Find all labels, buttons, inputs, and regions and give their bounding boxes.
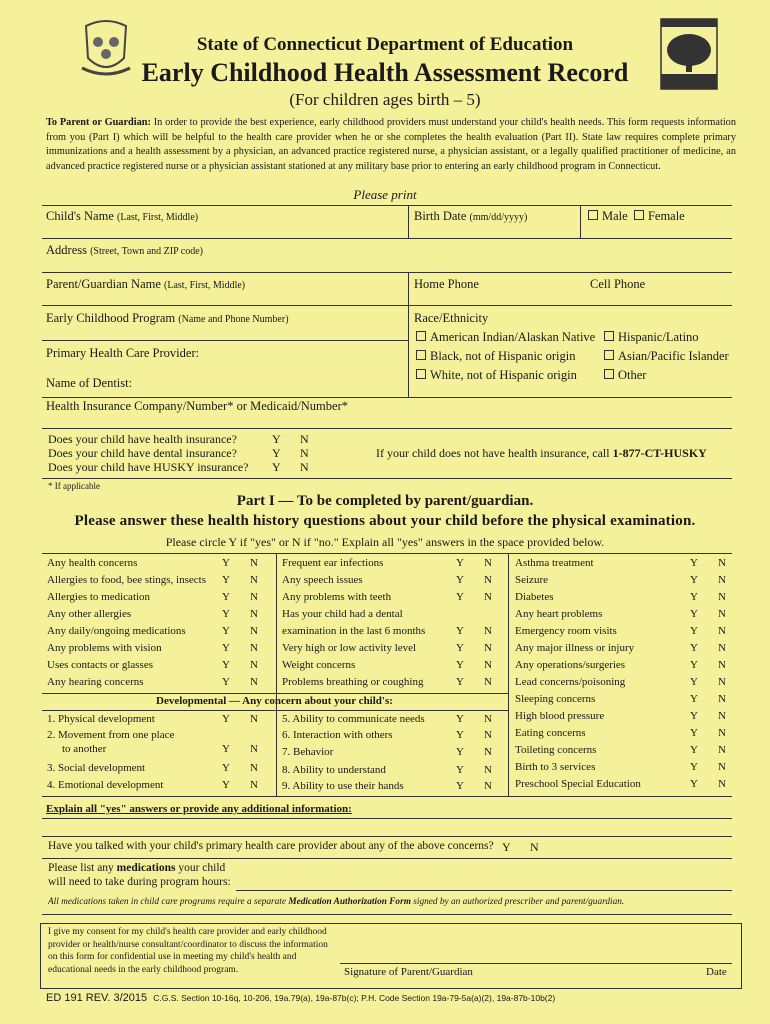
no-option[interactable]: N [484,625,492,637]
medications-prompt-line2: will need to take during program hours: [48,876,231,888]
race-option-label: White, not of Hispanic origin [430,368,577,382]
no-option[interactable]: N [250,642,258,654]
history-question: Any daily/ongoing medications [47,625,186,637]
history-question: Has your child had a dental [282,608,403,620]
male-checkbox[interactable] [588,210,598,220]
if-applicable-note: * If applicable [48,481,100,491]
no-option[interactable]: N [484,780,492,792]
no-option[interactable]: N [250,779,258,791]
yes-option[interactable]: Y [456,659,464,671]
please-print-note: Please print [353,187,417,202]
yes-option[interactable]: Y [690,778,698,790]
part1-instructions: Please circle Y if "yes" or N if "no." Explain all "yes" answers in the space provided below. [165,535,605,549]
race-label: Race/Ethnicity [414,311,489,325]
history-question: Asthma treatment [515,557,594,569]
no-option[interactable]: N [718,574,726,586]
history-question: High blood pressure [515,710,605,722]
part1-title: Part I — To be completed by parent/guardian. [236,493,534,509]
race-checkbox[interactable] [604,331,614,341]
yes-option[interactable]: Y [690,574,698,586]
birth-date-hint: (mm/dd/yyyy) [469,212,528,223]
dentist-field[interactable]: Name of Dentist: [46,376,133,390]
footer-legal-code: C.G.S. Section 10-16q, 10-206, 19a.79(a), 19a-87b(c); P.H. Code Section 19a-79-5a(a)(2), 19a-87b-10b(2) [153,993,556,1003]
talked-question: Have you talked with your child's primary health care provider about any of the above concerns? [48,840,494,852]
developmental-question: 7. Behavior [282,746,334,758]
history-question: Any heart problems [515,608,603,620]
female-checkbox[interactable] [634,210,644,220]
child-name-label: Child's Name [46,209,114,223]
male-label: Male [602,209,628,223]
yes-option[interactable]: Y [222,591,230,603]
yes-option[interactable]: Y [456,557,464,569]
child-name-field[interactable] [46,209,198,224]
no-option[interactable]: N [718,744,726,756]
yes-option[interactable]: Y [456,591,464,603]
no-option[interactable]: N [484,557,492,569]
footer [46,992,555,1004]
yes-option[interactable]: Y [222,557,230,569]
yes-option[interactable]: Y [690,727,698,739]
history-question: Any problems with teeth [282,591,392,603]
intro-paragraph [46,116,736,174]
yes-option[interactable]: Y [456,746,464,758]
history-question: Seizure [515,574,548,586]
no-option[interactable]: N [484,642,492,654]
husky-note-text: If your child does not have health insurance, call [376,446,613,460]
history-question: Lead concerns/poisoning [515,676,626,688]
race-option[interactable] [604,349,729,364]
developmental-question: to another [62,743,107,755]
meds-note-b: Medication Authorization Form [288,897,411,907]
race-option[interactable] [416,349,575,364]
history-question: Frequent ear infections [282,557,384,569]
history-question: Problems breathing or coughing [282,676,424,688]
no-option[interactable]: N [484,746,492,758]
race-checkbox[interactable] [416,350,426,360]
no-option[interactable]: N [484,713,492,725]
history-question: Diabetes [515,591,554,603]
footer-form-number: ED 191 REV. 3/2015 [46,992,148,1004]
husky-note [376,446,707,461]
parent-name-label: Parent/Guardian Name [46,277,161,291]
no-option[interactable]: N [718,659,726,671]
yes-option[interactable]: Y [272,460,281,474]
insurance-question: Does your child have dental insurance? [48,446,237,460]
history-question: Any speech issues [282,574,363,586]
developmental-question: 5. Ability to communicate needs [282,713,425,725]
developmental-question: 6. Interaction with others [282,729,393,741]
form-title: Early Childhood Health Assessment Record [141,58,629,87]
no-option[interactable]: N [250,574,258,586]
birth-date-field[interactable] [414,209,527,224]
race-option[interactable] [604,368,646,383]
meds-note-a: All medications taken in child care programs require a separate [48,897,289,907]
history-question: Any other allergies [47,608,132,620]
program-label: Early Childhood Program [46,311,176,325]
program-field[interactable] [46,311,289,326]
address-hint: (Street, Town and ZIP code) [90,246,203,257]
no-option[interactable]: N [484,676,492,688]
insurance-field[interactable]: Health Insurance Company/Number* or Medicaid/Number* [46,399,348,413]
yes-option[interactable]: Y [456,780,464,792]
yes-option[interactable]: Y [690,557,698,569]
no-option[interactable]: N [718,642,726,654]
history-question: Allergies to medication [47,591,151,603]
history-question: Any operations/surgeries [515,659,626,671]
yes-option[interactable]: Y [690,591,698,603]
insurance-question: Does your child have health insurance? [48,432,237,446]
race-checkbox[interactable] [416,331,426,341]
female-label: Female [647,209,685,223]
no-option[interactable]: N [250,557,258,569]
race-option-label: Other [618,368,647,382]
no-option[interactable]: N [484,591,492,603]
race-checkbox[interactable] [604,369,614,379]
history-question: Emergency room visits [515,625,617,637]
address-field[interactable] [46,243,203,258]
yes-option[interactable]: Y [222,743,230,755]
yes-option[interactable]: Y [456,574,464,586]
yes-option[interactable]: Y [272,446,281,460]
yes-option[interactable]: Y [222,713,230,725]
yes-option[interactable]: Y [456,713,464,725]
meds-note-c: signed by an authorized prescriber and parent/guardian. [410,897,625,907]
no-option[interactable]: N [250,625,258,637]
race-option[interactable] [604,330,699,345]
yes-option[interactable]: Y [690,693,698,705]
program-hint: (Name and Phone Number) [178,314,289,325]
intro-lead: To Parent or Guardian: [46,117,151,128]
yes-option[interactable]: Y [456,764,464,776]
yes-option[interactable]: Y [222,779,230,791]
history-question: Eating concerns [515,727,586,739]
developmental-question: 1. Physical development [47,713,155,725]
no-option[interactable]: N [718,778,726,790]
race-option-label: Asian/Pacific Islander [618,349,729,363]
race-option[interactable] [416,330,595,345]
history-question: Any hearing concerns [47,676,144,688]
no-option[interactable]: N [718,761,726,773]
part1-subtitle: Please answer these health history questions about your child before the physical examination. [74,513,696,529]
yes-option[interactable]: Y [456,642,464,654]
history-question: Toileting concerns [515,744,597,756]
insurance-question: Does your child have HUSKY insurance? [48,460,249,474]
signature-label[interactable]: Signature of Parent/Guardian [344,966,473,978]
race-option-label: American Indian/Alaskan Native [430,330,596,344]
no-option[interactable]: N [250,743,258,755]
no-option[interactable]: N [250,608,258,620]
no-option[interactable]: N [484,729,492,741]
parent-name-hint: (Last, First, Middle) [164,280,246,291]
meds-c: your child [175,862,226,874]
no-option[interactable]: N [250,676,258,688]
race-checkbox[interactable] [604,350,614,360]
no-option[interactable]: N [718,693,726,705]
yes-option[interactable]: Y [690,744,698,756]
yes-option[interactable]: Y [272,432,281,446]
history-question: Uses contacts or glasses [47,659,154,671]
history-question: Birth to 3 services [515,761,596,773]
explain-heading: Explain all "yes" answers or provide any additional information: [46,803,352,815]
no-option[interactable]: N [718,676,726,688]
yes-option[interactable]: Y [222,676,230,688]
yes-option[interactable]: Y [690,761,698,773]
date-label[interactable]: Date [706,966,727,978]
yes-option[interactable]: Y [222,642,230,654]
sex-options [588,209,685,224]
history-question: Very high or low activity level [282,642,417,654]
history-question: Any health concerns [47,557,138,569]
yes-option[interactable]: Y [456,625,464,637]
intro-text: In order to provide the best experience, early childhood providers must understand your child's health needs. This form requests information from you (Part I) which will be helpful to the health care provider when he or she completes the health evaluation (Part II). State law requires complete primary immunizations and a health assessment by a physician, an advanced practice registered nurse, a physician assistant, or a legally qualified practitioner of medicine, an advanced practice registered nurse or a physician assistant stationed at any military base prior to entering an early childhood program in Connecticut. [46,117,736,172]
race-option-label: Hispanic/Latino [618,330,699,344]
history-question: examination in the last 6 months [282,625,426,637]
no-option[interactable]: N [718,608,726,620]
medications-prompt [48,862,225,874]
no-option[interactable]: N [718,710,726,722]
no-option[interactable]: N [250,659,258,671]
yes-option[interactable]: Y [222,625,230,637]
parent-name-field[interactable] [46,277,245,292]
yes-option[interactable]: Y [222,608,230,620]
no-option[interactable]: N [300,460,309,474]
no-option[interactable]: N [718,625,726,637]
yes-option[interactable]: Y [690,710,698,722]
no-option[interactable]: N [484,574,492,586]
yes-option[interactable]: Y [222,659,230,671]
medications-note [48,897,624,907]
developmental-question: 4. Emotional development [47,779,164,791]
no-option[interactable]: N [300,446,309,460]
primary-provider-field[interactable]: Primary Health Care Provider: [46,346,200,360]
no-option[interactable]: N [250,713,258,725]
meds-b: medications [116,862,176,874]
no-option[interactable]: N [718,557,726,569]
yes-option[interactable]: Y [690,642,698,654]
yes-option[interactable]: Y [690,676,698,688]
developmental-header: Developmental — Any concern about your child's: [156,695,393,707]
race-option-label: Black, not of Hispanic origin [430,349,576,363]
address-label: Address [46,243,87,257]
race-option[interactable] [416,368,577,383]
child-name-hint: (Last, First, Middle) [117,212,199,223]
developmental-question: 2. Movement from one place [47,729,175,741]
developmental-question: 8. Ability to understand [282,764,386,776]
husky-phone: 1-877-CT-HUSKY [612,446,707,460]
cell-phone-field[interactable]: Cell Phone [590,277,646,291]
history-question: Sleeping concerns [515,693,596,705]
yes-option[interactable]: Y [690,608,698,620]
birth-date-label: Birth Date [414,209,467,223]
yes-option[interactable]: Y [502,840,511,854]
yes-option[interactable]: Y [456,676,464,688]
no-option[interactable]: N [530,840,539,854]
no-option[interactable]: N [250,591,258,603]
yes-option[interactable]: Y [690,625,698,637]
history-question: Allergies to food, bee stings, insects [47,574,206,586]
state-department-heading: State of Connecticut Department of Education [196,34,574,55]
history-question: Any major illness or injury [515,642,635,654]
race-checkbox[interactable] [416,369,426,379]
consent-text: I give my consent for my child's health care provider and early childhood provider or health/nurse consultant/coordinator to discuss the information on this form for confidential use in meeting my child's health and educational needs in the early childhood program. [48,927,328,975]
meds-a: Please list any [48,862,117,874]
history-question: Weight concerns [282,659,356,671]
yes-option[interactable]: Y [690,659,698,671]
no-option[interactable]: N [484,764,492,776]
history-question: Any problems with vision [47,642,162,654]
no-option[interactable]: N [484,659,492,671]
home-phone-field[interactable]: Home Phone [414,277,479,291]
no-option[interactable]: N [718,727,726,739]
developmental-question: 9. Ability to use their hands [282,780,404,792]
yes-option[interactable]: Y [456,729,464,741]
form-subtitle: (For children ages birth – 5) [289,90,481,109]
no-option[interactable]: N [300,432,309,446]
no-option[interactable]: N [250,762,258,774]
history-question: Preschool Special Education [515,778,641,790]
developmental-question: 3. Social development [47,762,146,774]
yes-option[interactable]: Y [222,762,230,774]
no-option[interactable]: N [718,591,726,603]
yes-option[interactable]: Y [222,574,230,586]
